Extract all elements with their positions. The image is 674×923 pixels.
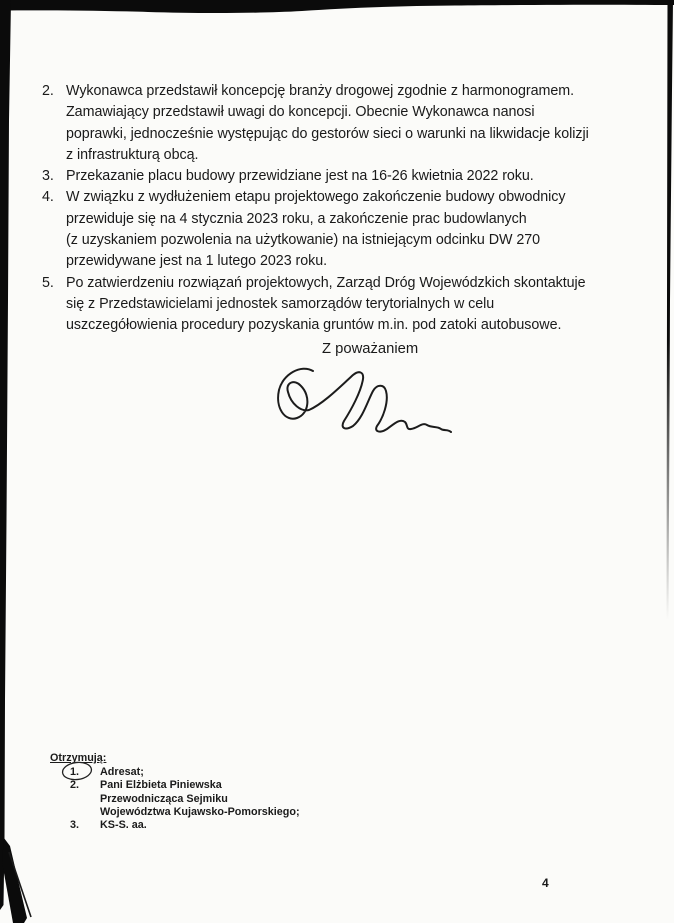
- recipient-text: [100, 819, 300, 832]
- text-line: z infrastrukturą obcą.: [66, 146, 199, 163]
- text-line: Województwa Kujawsko-Pomorskiego;: [100, 805, 300, 818]
- scan-edge-left: [0, 0, 11, 910]
- text-line: Zamawiający przedstawił uwagi do koncepcji. Obecnie Wykonawca nanosi: [66, 104, 535, 121]
- text-line: Wykonawca przedstawił koncepcję branży drogowej zgodnie z harmonogramem.: [66, 83, 575, 99]
- list-item-3: [42, 166, 642, 187]
- handwritten-signature-icon: [263, 360, 461, 452]
- scan-corner-streak: [9, 852, 31, 917]
- text-line: się z Przedstawicielami jednostek samorządów terytorialnych w celu: [66, 295, 495, 312]
- item-text: [66, 166, 642, 187]
- scan-corner-streak: [2, 838, 27, 923]
- text-line: uszczegółowienia procedury pozyskania gruntów m.in. pod zatoki autobusowe.: [66, 317, 562, 334]
- recipient-text: [100, 766, 300, 779]
- distribution-list: [50, 752, 300, 832]
- recipient-text: [100, 779, 300, 819]
- text-line: KS-S. aa.: [100, 819, 147, 832]
- text-line: Po zatwierdzeniu rozwiązań projektowych, Zarząd Dróg Wojewódzkich skontaktuje: [66, 274, 586, 291]
- item-number: 4.: [42, 189, 54, 206]
- text-line: W związku z wydłużeniem etapu projektowego zakończenie budowy obwodnicy: [66, 189, 566, 206]
- text-line: przewidywane jest na 1 lutego 2023 roku.: [66, 253, 328, 270]
- recipient-row: [50, 779, 300, 819]
- item-number: 2.: [42, 83, 54, 99]
- recipient-number: 2.: [70, 779, 80, 792]
- text-line: poprawki, jednocześnie występując do gestorów sieci o warunki na likwidacje kolizji: [66, 125, 589, 142]
- numbered-list: [42, 81, 642, 337]
- page-number: 4: [542, 876, 549, 890]
- text-line: Adresat;: [100, 766, 144, 779]
- distribution-heading: Otrzymują:: [50, 752, 107, 764]
- item-number: 3.: [42, 168, 54, 185]
- text-line: Pani Elżbieta Piniewska: [100, 779, 222, 792]
- item-text: [66, 81, 642, 166]
- list-item-2: [42, 81, 642, 166]
- list-item-4: [42, 187, 642, 272]
- closing-salutation: Z poważaniem: [322, 341, 419, 357]
- text-line: przewiduje się na 4 stycznia 2023 roku, a zakończenie prac budowlanych: [66, 210, 527, 227]
- text-line: Przewodnicząca Sejmiku: [100, 792, 228, 805]
- recipient-number: 1.: [70, 766, 80, 779]
- list-item-5: [42, 273, 642, 337]
- recipient-number: 3.: [70, 819, 80, 832]
- item-number: 5.: [42, 274, 54, 291]
- item-text: [66, 273, 642, 337]
- recipient-row: [50, 766, 300, 779]
- scan-edge-right: [667, 0, 674, 620]
- item-text: [66, 187, 642, 272]
- text-line: Przekazanie placu budowy przewidziane jest na 16-26 kwietnia 2022 roku.: [66, 168, 534, 185]
- recipient-row: [50, 819, 300, 832]
- text-line: (z uzyskaniem pozwolenia na użytkowanie) na istniejącym odcinku DW 270: [66, 232, 541, 249]
- scan-edge-top: [0, 0, 674, 13]
